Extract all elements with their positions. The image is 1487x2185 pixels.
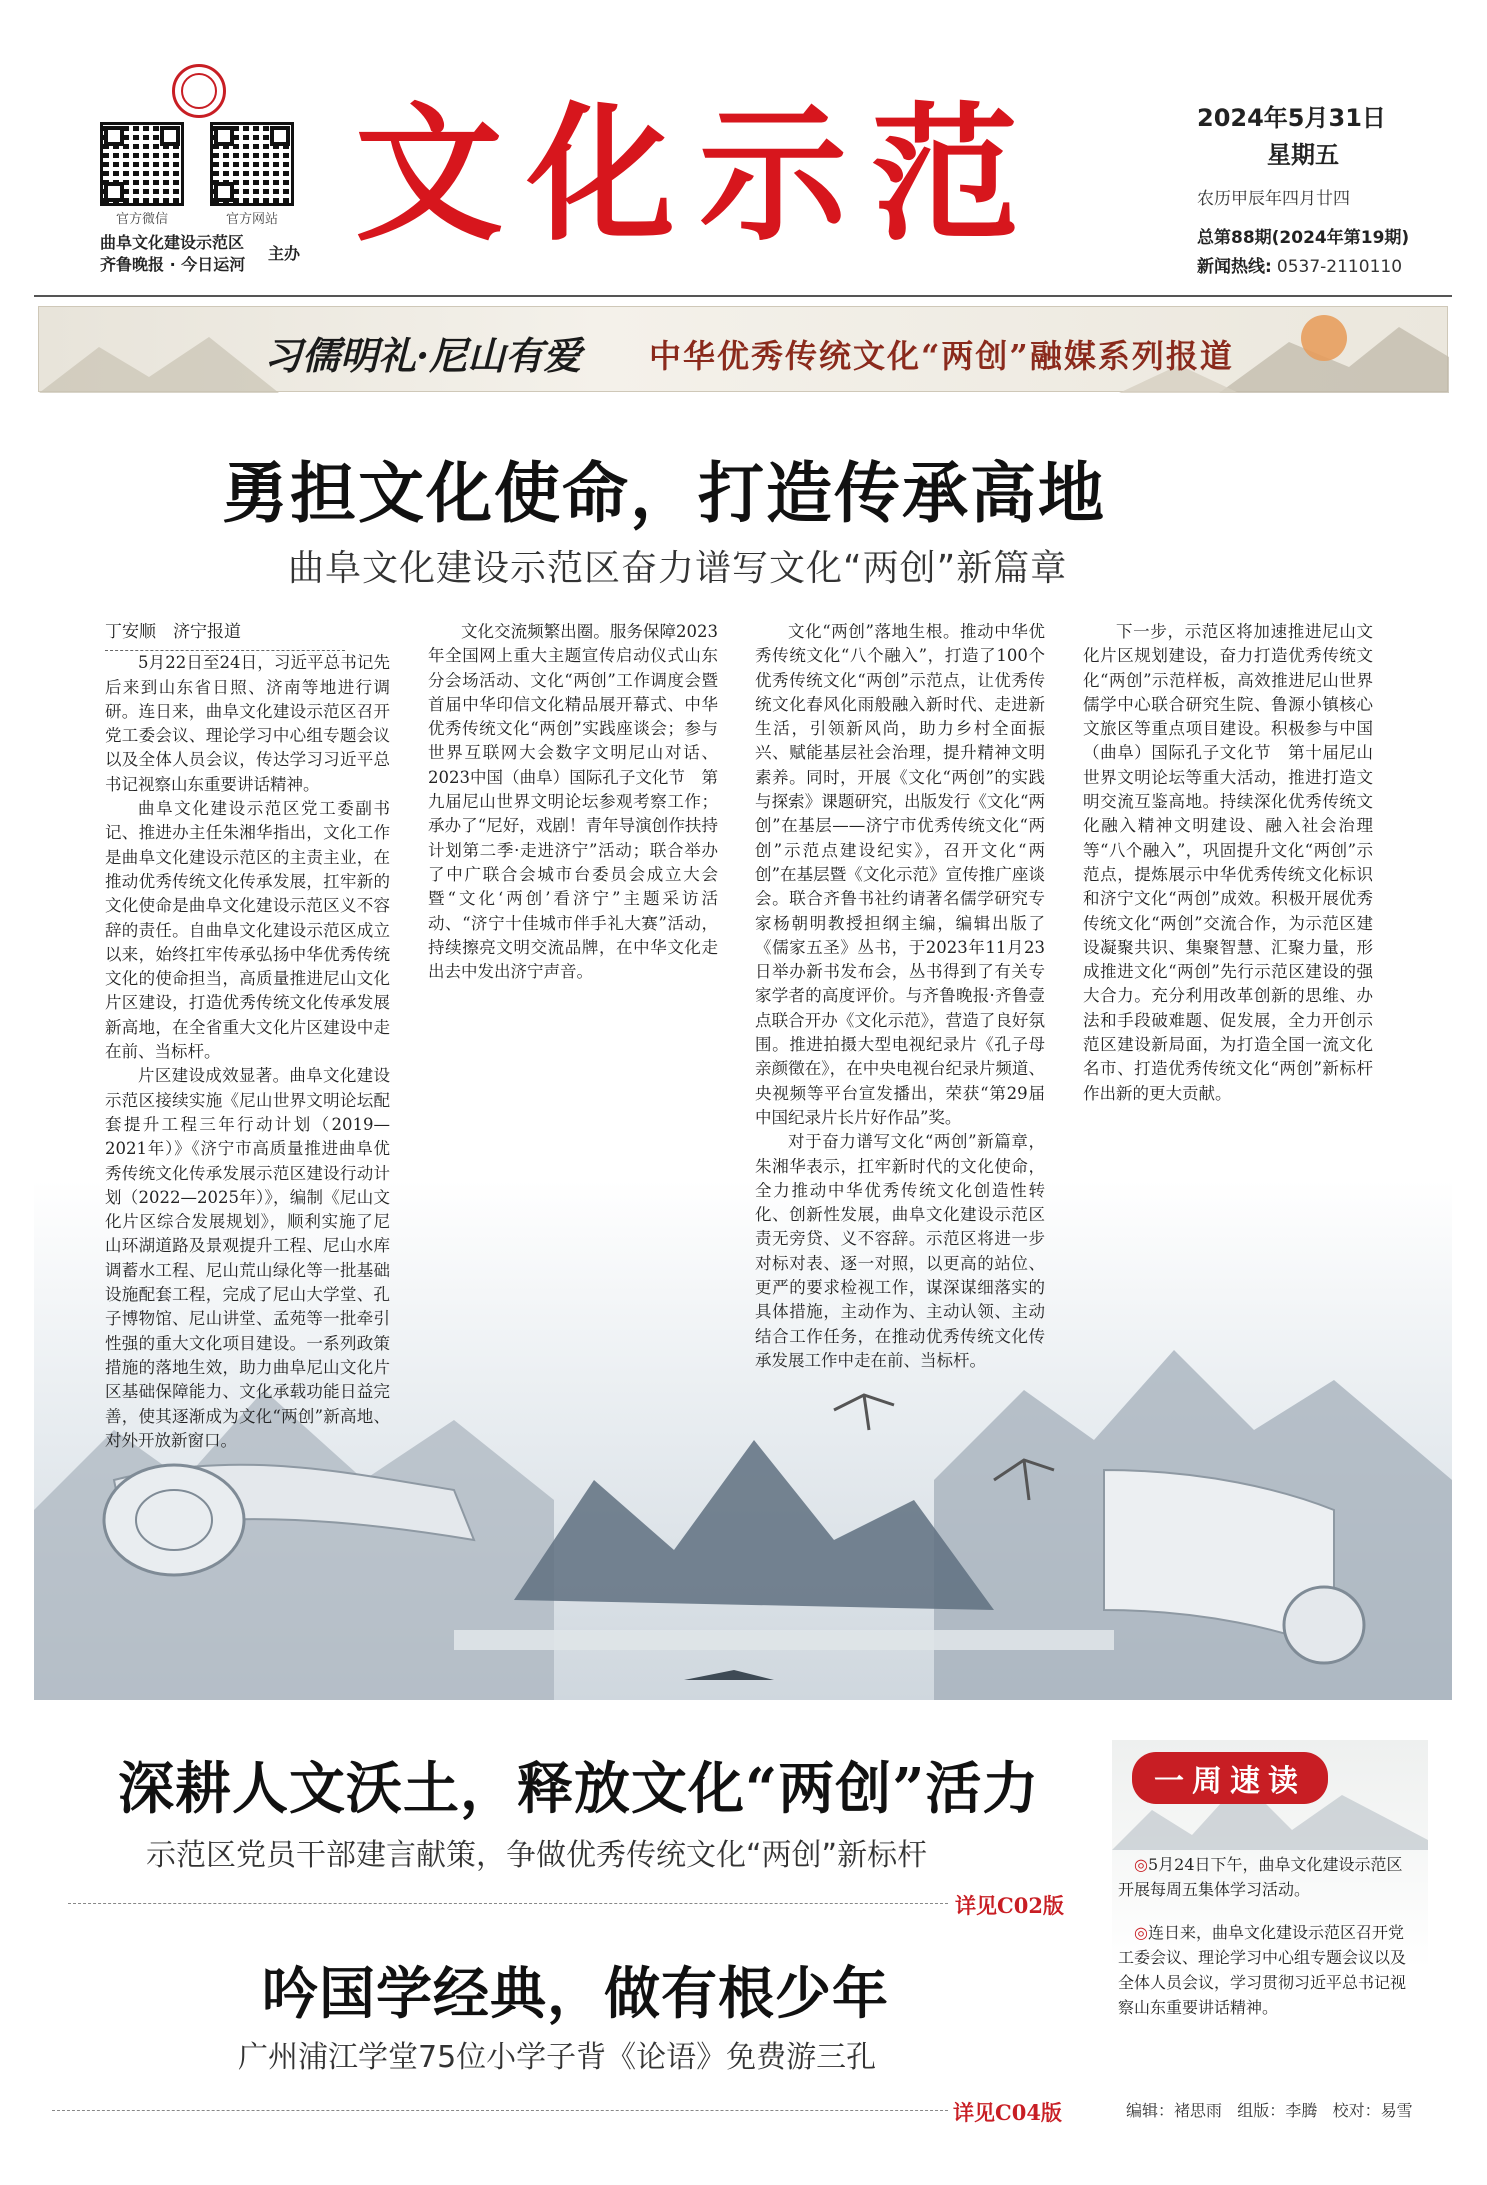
issue-number: 总第88期(2024年第19期) <box>1197 228 1410 248</box>
teaser-2-rule <box>52 2110 948 2111</box>
teaser-1-subhead: 示范区党员干部建言献策，争做优秀传统文化“两创”新标杆 <box>146 1838 928 1873</box>
publisher-seal-icon <box>172 64 226 118</box>
paragraph: 片区建设成效显著。曲阜文化建设示范区接续实施《尼山世界文明论坛配套提升工程三年行动计划（2019—2021年）》《济宁市高质量推进曲阜优秀传统文化传承发展示范区建设行动计划（2022—2025年）》，编制《尼山文化片区综合发展规划》，顺利实施了尼山环湖道路及景观提升工程、尼山水库调蓄水工程、尼山荒山绿化等一批基础设施配套工程，完成了尼山大学堂、孔子博物馆、尼山讲堂、孟苑等一批牵引性强的重大文化项目建设。一系列政策措施的落地生效，助力曲阜尼山文化片区基础保障能力、文化承载功能日益完善，使其逐渐成为文化“两创”新高地、对外开放新窗口。 <box>105 1066 390 1450</box>
paragraph: 文化交流频繁出圈。服务保障2023年全国网上重大主题宣传启动仪式山东分会场活动、文化“两创”工作调度会暨首届中华印信文化精品展开幕式、中华优秀传统文化“两创”实践座谈会；参与世界互联网大会数字文明尼山对话、2023中国（曲阜）国际孔子文化节 第九届尼山世界文明论坛参观考察工作；承办了“尼好，戏剧！青年导演创作扶持计划第二季·走进济宁”活动；联合举办了中广联合会城市台委员会成立大会暨“文化‘两创’看济宁”主题采访活动、“济宁十佳城市伴手礼大赛”活动，持续擦亮文明交流品牌，在中华文化走出去中发出济宁声音。 <box>428 622 718 982</box>
qr-code-website[interactable] <box>210 122 294 206</box>
qr-code-wechat[interactable] <box>100 122 184 206</box>
issue-date: 2024年5月31日 <box>1197 104 1386 132</box>
qr-label-website: 官方网站 <box>225 212 278 227</box>
banner-series-title: 中华优秀传统文化“两创”融媒系列报道 <box>649 337 1234 375</box>
teaser-1-rule <box>68 1903 948 1904</box>
brief-item: ◎连日来，曲阜文化建设示范区召开党工委会议、理论学习中心组专题会议以及全体人员会议，学习贯彻习近平总书记视察山东重要讲话精神。 <box>1118 1923 1407 2017</box>
lead-column-3 <box>755 620 1045 1373</box>
weekday: 星期五 <box>1267 141 1339 169</box>
teaser-1-see-page-link[interactable]: 详见C02版 <box>955 1893 1064 1918</box>
lead-subhead: 曲阜文化建设示范区奋力谱写文化“两创”新篇章 <box>288 548 1068 589</box>
hotline-number: 0537-2110110 <box>1276 257 1403 277</box>
teaser-2-headline[interactable]: 吟国学经典，做有根少年 <box>262 1961 889 2027</box>
masthead-title: 文化示范 <box>355 89 1043 261</box>
paragraph: 5月22日至24日，习近平总书记先后来到山东省日照、济南等地进行调研。连日来，曲阜文化建设示范区召开党工委会议、理论学习中心组专题会议以及全体人员会议，传达学习习近平总书记视察山东重要讲话精神。 <box>105 653 390 794</box>
credit-proof: 易雪 <box>1380 2101 1413 2120</box>
credits-line: 编辑：褚思雨 组版：李腾 校对：易雪 <box>1126 2101 1413 2120</box>
lead-headline: 勇担文化使命，打造传承高地 <box>222 454 1106 532</box>
weekly-brief-panel <box>1112 1740 1428 2120</box>
lunar-date: 农历甲辰年四月廿四 <box>1197 189 1350 209</box>
date-block <box>1197 98 1457 277</box>
paragraph: 文化“两创”落地生根。推动中华优秀传统文化“八个融入”，打造了100个优秀传统文化“两创”示范点，让优秀传统文化春风化雨般融入新时代、走进新生活，引领新风尚，助力乡村全面振兴、赋能基层社会治理，提升精神文明素养。同时，开展《文化“两创”的实践与探索》课题研究，出版发行《文化“两创”在基层——济宁市优秀传统文化“两创”示范点建设纪实》，召开文化“两创”在基层暨《文化示范》宣传推广座谈会。联合齐鲁书社约请著名儒学研究专家杨朝明教授担纲主编，编辑出版了《儒家五圣》丛书，于2023年11月23日举办新书发布会，丛书得到了有关专家学者的高度评价。与齐鲁晚报·齐鲁壹点联合开办《文化示范》，营造了良好氛围。推进拍摄大型电视纪录片《孔子母亲颜徵在》，在中央电视台纪录片频道、央视频等平台宣发播出，荣获“第29届中国纪录片长片好作品”奖。 <box>755 622 1045 1127</box>
sponsor-line-2: 齐鲁晚报 · 今日运河 <box>100 255 246 274</box>
brief-marker: ◎ <box>1134 1923 1148 1942</box>
lead-byline: 丁安顺 济宁报道 <box>105 620 345 651</box>
banner-script-text: 习儒明礼·尼山有爱 <box>264 333 582 378</box>
lead-column-1 <box>105 620 390 1453</box>
weekly-brief-list <box>1118 1852 1418 2038</box>
series-banner <box>38 306 1448 392</box>
weekly-brief-tag: 一周速读 <box>1132 1752 1328 1804</box>
teaser-1-headline[interactable]: 深耕人文沃土，释放文化“两创”活力 <box>118 1756 1040 1822</box>
sponsor-block <box>100 232 245 276</box>
brief-item: ◎5月24日下午，曲阜文化建设示范区开展每周五集体学习活动。 <box>1118 1855 1403 1899</box>
sponsor-line-1: 曲阜文化建设示范区 <box>100 233 245 252</box>
qr-label-wechat: 官方微信 <box>115 212 168 227</box>
lead-column-4 <box>1083 620 1373 1106</box>
banner-sun-icon <box>1301 315 1347 361</box>
teaser-2-see-page-link[interactable]: 详见C04版 <box>953 2100 1062 2125</box>
credit-editor: 褚思雨 <box>1174 2101 1223 2120</box>
paragraph: 下一步，示范区将加速推进尼山文化片区规划建设，奋力打造优秀传统文化“两创”示范样板，高效推进尼山世界儒学中心联合研究生院、鲁源小镇核心文旅区等重点项目建设。积极参与中国（曲阜）国际孔子文化节 第十届尼山世界文明论坛等重大活动，推进打造文明交流互鉴高地。持续深化优秀传统文化融入精神文明建设、融入社会治理等“八个融入”，巩固提升文化“两创”示范点，提炼展示中华优秀传统文化标识和济宁文化“两创”成效。积极开展优秀传统文化“两创”交流合作，为示范区建设凝聚共识、集聚智慧、汇聚力量，形成推进文化“两创”先行示范区建设的强大合力。充分利用改革创新的思维、办法和手段破难题、促发展，全力开创示范区建设新局面，为打造全国一流文化名市、打造优秀传统文化“两创”新标杆作出新的更大贡献。 <box>1083 622 1373 1103</box>
masthead-rule <box>34 295 1452 297</box>
lead-column-2 <box>428 620 718 984</box>
paragraph: 对于奋力谱写文化“两创”新篇章，朱湘华表示，扛牢新时代的文化使命，全力推动中华优秀传统文化创造性转化、创新性发展，曲阜文化建设示范区责无旁贷、义不容辞。示范区将进一步对标对表、逐一对照，以更高的站位、更严的要求检视工作，谋深谋细落实的具体措施，主动作为、主动认领、主动结合工作任务，在推动优秀传统文化传承发展工作中走在前、当标杆。 <box>755 1132 1045 1370</box>
hotline <box>1197 252 1457 277</box>
hotline-label: 新闻热线: <box>1197 257 1272 277</box>
sponsor-role: 主办 <box>268 244 301 263</box>
brief-marker: ◎ <box>1134 1855 1148 1874</box>
paragraph: 曲阜文化建设示范区党工委副书记、推进办主任朱湘华指出，文化工作是曲阜文化建设示范区的主责主业，在推动优秀传统文化传承发展，扛牢新的文化使命是曲阜文化建设示范区义不容辞的责任。自曲阜文化建设示范区成立以来，始终扛牢传承弘扬中华优秀传统文化的使命担当，高质量推进尼山文化片区建设，打造优秀传统文化传承发展新高地，在全省重大文化片区建设中走在前、当标杆。 <box>105 799 390 1062</box>
credit-layout: 李腾 <box>1285 2101 1318 2120</box>
teaser-2-subhead: 广州浦江学堂75位小学子背《论语》免费游三孔 <box>238 2040 877 2075</box>
